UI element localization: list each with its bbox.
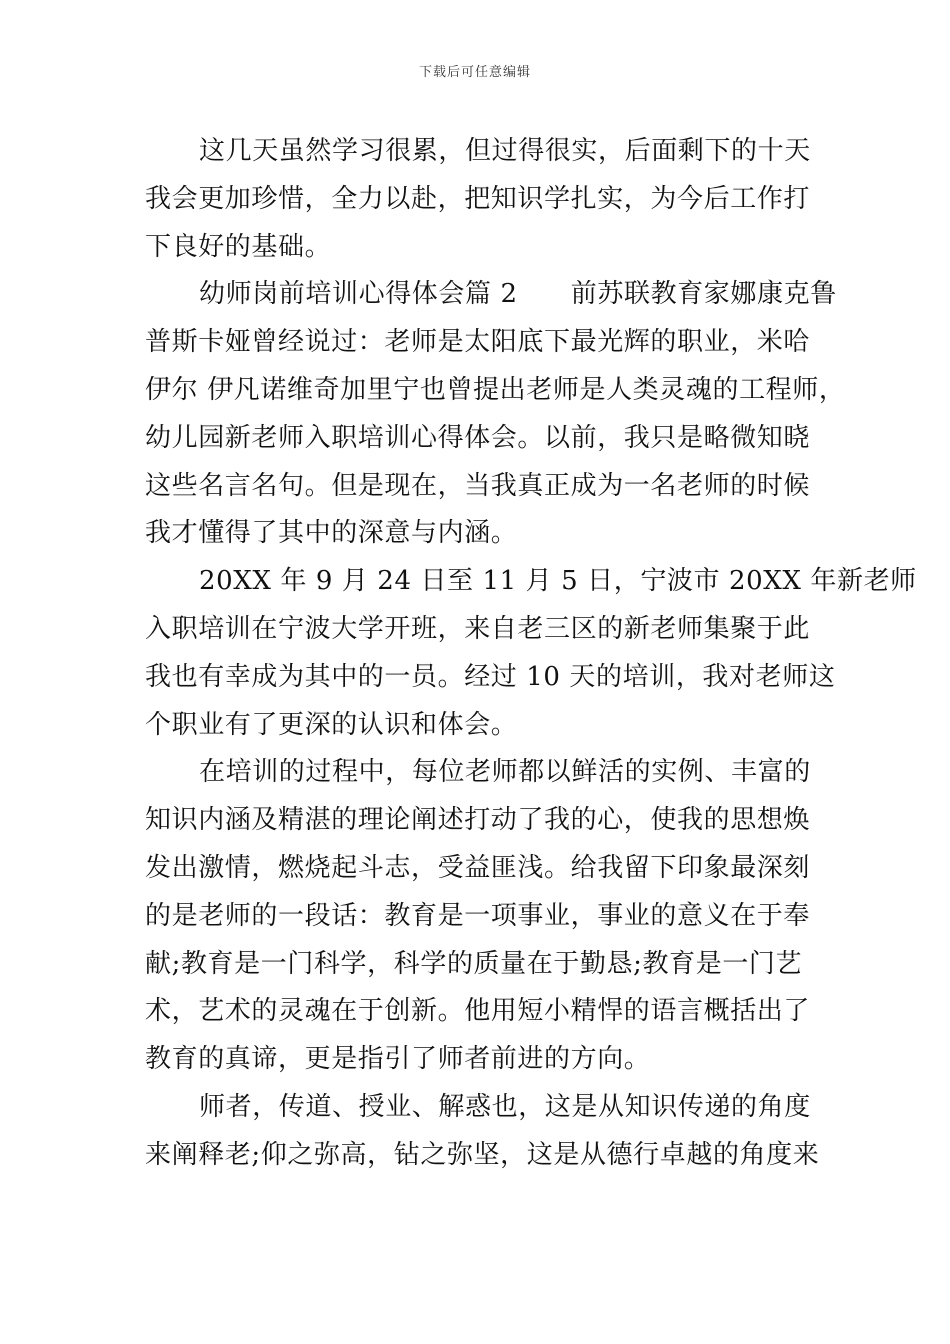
paragraph-4-line-7: 教育的真谛，更是指引了师者前进的方向。 (145, 1044, 651, 1075)
paragraph-2-line-5: 这些名言名句。但是现在，当我真正成为一名老师的时候 (145, 470, 811, 501)
paragraph-3-line-2: 入职培训在宁波大学开班，来自老三区的新老师集聚于此 (145, 613, 811, 644)
paragraph-2-line-6: 我才懂得了其中的深意与内涵。 (145, 518, 518, 549)
document-body (145, 128, 917, 1180)
paragraph-4-line-4: 的是老师的一段话：教育是一项事业，事业的意义在于奉 (145, 900, 811, 931)
paragraph-4-line-6: 术，艺术的灵魂在于创新。他用短小精悍的语言概括出了 (145, 996, 811, 1027)
paragraph-4-line-1: 在培训的过程中，每位老师都以鲜活的实例、丰富的 (199, 757, 811, 788)
paragraph-2-line-1: 幼师岗前培训心得体会篇 2 前苏联教育家娜康克鲁 (199, 279, 837, 310)
paragraph-3-line-3: 我也有幸成为其中的一员。经过 10 天的培训，我对老师这 (145, 661, 836, 692)
paragraph-2-line-3: 伊尔 伊凡诺维奇加里宁也曾提出老师是人类灵魂的工程师， (145, 374, 846, 405)
paragraph-5-line-2: 来阐释老;仰之弥高，钻之弥坚，这是从德行卓越的角度来 (145, 1139, 820, 1170)
paragraph-1-line-3: 下良好的基础。 (145, 231, 332, 262)
paragraph-4-line-5: 献;教育是一门科学，科学的质量在于勤恳;教育是一门艺 (145, 948, 803, 979)
paragraph-5-line-1: 师者，传道、授业、解惑也，这是从知识传递的角度 (199, 1091, 811, 1122)
paragraph-1-line-1: 这几天虽然学习很累，但过得很实，后面剩下的十天 (199, 136, 811, 166)
paragraph-1-line-2: 我会更加珍惜，全力以赴，把知识学扎实，为今后工作打 (145, 183, 811, 214)
paragraph-3-line-1: 20XX 年 9 月 24 日至 11 月 5 日，宁波市 20XX 年新老师 (199, 566, 917, 597)
paragraph-4-line-3: 发出激情，燃烧起斗志，受益匪浅。给我留下印象最深刻 (145, 852, 811, 883)
paragraph-2-line-2: 普斯卡娅曾经说过：老师是太阳底下最光辉的职业，米哈 (145, 327, 811, 358)
paragraph-4-line-2: 知识内涵及精湛的理论阐述打动了我的心，使我的思想焕 (145, 805, 811, 836)
paragraph-3-line-4: 个职业有了更深的认识和体会。 (145, 709, 518, 740)
page-header: 下载后可任意编辑 (418, 65, 531, 80)
paragraph-2-line-4: 幼儿园新老师入职培训心得体会。以前，我只是略微知晓 (145, 422, 811, 453)
